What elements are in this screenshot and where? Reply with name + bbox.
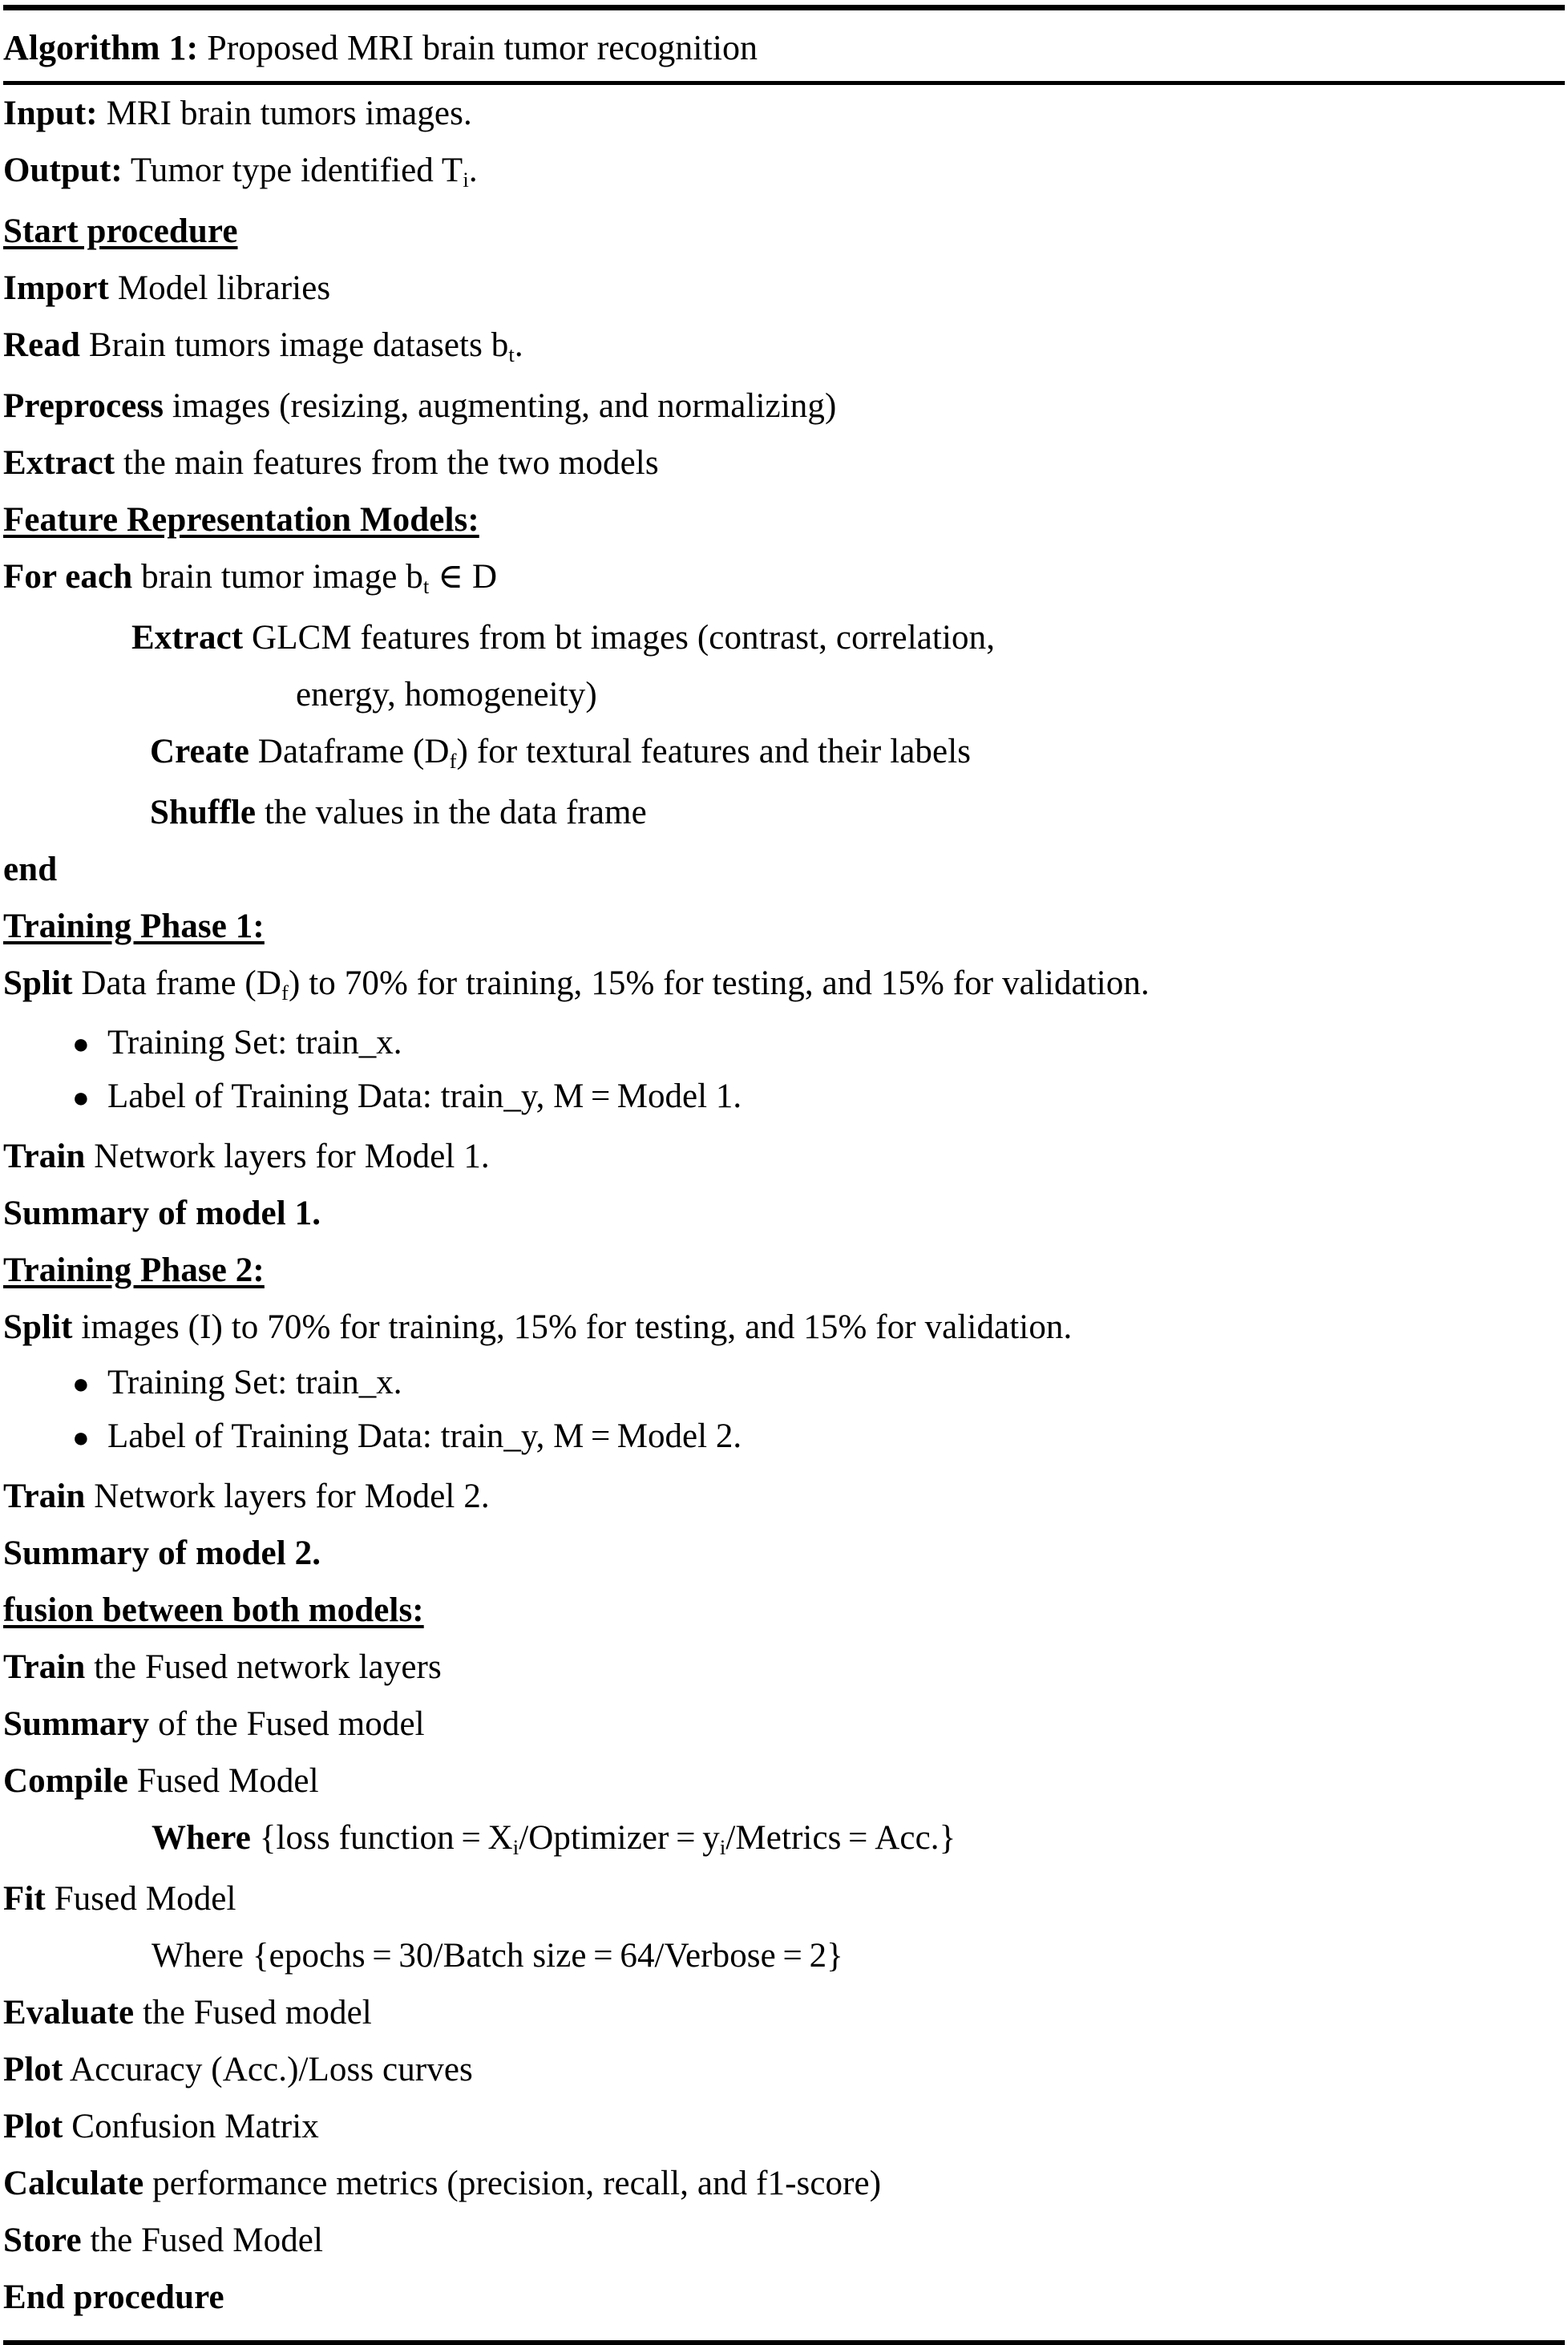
create-dataframe-text-after: ) for textural features and their labels	[456, 733, 972, 770]
store-text: the Fused Model	[81, 2222, 324, 2259]
extract-main-line	[3, 435, 1565, 491]
start-procedure-line	[3, 203, 1565, 260]
algorithm-title-label: Algorithm 1:	[3, 28, 199, 67]
input-line	[3, 85, 1565, 142]
for-each-keyword: For each	[3, 558, 133, 596]
bullet-icon: ●	[72, 1082, 90, 1114]
feature-representation-header: Feature Representation Models:	[3, 501, 479, 539]
read-text-before: Brain tumors image datasets b	[79, 326, 509, 364]
bullet-icon: ●	[72, 1368, 90, 1400]
feature-representation-line	[3, 491, 1565, 548]
list-item	[3, 1069, 1565, 1123]
create-dataframe-subscript: f	[449, 749, 457, 774]
extract-glcm-line	[3, 609, 1565, 666]
where-compile-sub1: i	[512, 1835, 519, 1860]
fit-fused-keyword: Fit	[3, 1880, 46, 1918]
create-dataframe-text-before: Dataframe (D	[249, 733, 450, 770]
plot-curves-keyword: Plot	[3, 2051, 63, 2088]
compile-fused-text: Fused Model	[127, 1762, 319, 1800]
plot-cm-text: Confusion Matrix	[63, 2108, 319, 2145]
algorithm-block	[0, 5, 1568, 2345]
where-compile-sub2: i	[719, 1835, 726, 1860]
train-fused-keyword: Train	[3, 1648, 86, 1686]
fusion-header-line	[3, 1582, 1565, 1639]
shuffle-text: the values in the data frame	[256, 794, 647, 831]
read-text-after: .	[514, 326, 523, 364]
training-phase-2-header: Training Phase 2:	[3, 1251, 265, 1289]
where-compile-word: Where	[152, 1819, 251, 1857]
train-1-keyword: Train	[3, 1138, 86, 1175]
plot-curves-line	[3, 2041, 1565, 2098]
train-fused-text: the Fused network layers	[85, 1648, 442, 1686]
where-fit-line: Where {epochs = 30/Batch size = 64/Verbose = 2}	[152, 1937, 843, 1975]
bullet-icon: ●	[72, 1028, 90, 1060]
for-each-text-before: brain tumor image b	[132, 558, 423, 596]
summary-1-text: Summary of model 1.	[3, 1195, 321, 1232]
compile-fused-line	[3, 1753, 1565, 1809]
where-compile-p2: /Optimizer = y	[519, 1819, 720, 1857]
summary-fused-line	[3, 1696, 1565, 1753]
algorithm-title-text: Proposed MRI brain tumor recognition	[198, 28, 758, 67]
for-each-line	[3, 548, 1565, 609]
import-text: Model libraries	[108, 269, 331, 307]
read-keyword: Read	[3, 326, 80, 364]
output-line	[3, 142, 1565, 203]
bullet-icon: ●	[72, 1421, 90, 1453]
split-2-text: images (I) to 70% for training, 15% for testing, and 15% for validation.	[72, 1308, 1073, 1346]
glcm-continuation-line: energy, homogeneity)	[296, 676, 597, 714]
algorithm-title	[3, 10, 1565, 79]
store-model-line	[3, 2212, 1565, 2269]
plot-curves-text: Accuracy (Acc.)/Loss curves	[63, 2051, 473, 2088]
extract-glcm-keyword: Extract	[131, 619, 244, 657]
calculate-metrics-line	[3, 2155, 1565, 2212]
end-loop-line	[3, 841, 1565, 898]
bullet-2-1-text: Label of Training Data: train_y, M = Model 2.	[107, 1417, 742, 1455]
bullet-1-0-text: Training Set: train_x.	[107, 1024, 402, 1061]
extract-main-keyword: Extract	[3, 444, 115, 482]
create-dataframe-line	[3, 723, 1565, 784]
preprocess-keyword: Preprocess	[3, 387, 164, 425]
compile-fused-keyword: Compile	[3, 1762, 128, 1800]
training-phase-2-line	[3, 1242, 1565, 1299]
train-fused-line	[3, 1639, 1565, 1696]
preprocess-line	[3, 378, 1565, 435]
output-text-before: Tumor type identified T	[122, 152, 463, 189]
bullet-2-0-text: Training Set: train_x.	[107, 1364, 402, 1401]
read-line	[3, 317, 1565, 378]
bullet-1-1-text: Label of Training Data: train_y, M = Model 1.	[107, 1077, 742, 1115]
summary-fused-keyword: Summary	[3, 1705, 150, 1743]
train-1-text: Network layers for Model 1.	[85, 1138, 490, 1175]
calculate-text: performance metrics (precision, recall, and f1-score)	[143, 2165, 882, 2202]
evaluate-text: the Fused model	[134, 1994, 372, 2032]
input-keyword: Input:	[3, 95, 98, 132]
for-each-subscript: t	[422, 574, 430, 599]
end-loop-keyword: end	[3, 851, 58, 888]
plot-confusion-matrix-line	[3, 2098, 1565, 2155]
split-1-text-after: ) to 70% for training, 15% for testing, and 15% for validation.	[288, 964, 1150, 1002]
create-dataframe-keyword: Create	[150, 733, 249, 770]
fusion-header: fusion between both models:	[3, 1591, 424, 1629]
evaluate-line	[3, 1984, 1565, 2041]
summary-2-line	[3, 1525, 1565, 1582]
import-line	[3, 260, 1565, 317]
where-compile-p3: /Metrics = Acc.}	[725, 1819, 956, 1857]
calculate-keyword: Calculate	[3, 2165, 144, 2202]
list-item	[3, 1409, 1565, 1463]
evaluate-keyword: Evaluate	[3, 1994, 135, 2032]
store-keyword: Store	[3, 2222, 82, 2259]
train-2-text: Network layers for Model 2.	[85, 1478, 490, 1515]
shuffle-line	[3, 784, 1565, 841]
fit-fused-text: Fused Model	[45, 1880, 236, 1918]
extract-glcm-text: GLCM features from bt images (contrast, correlation,	[243, 619, 996, 657]
list-item	[3, 1016, 1565, 1069]
where-compile-line	[3, 1809, 1565, 1870]
training-phase-1-line	[3, 898, 1565, 955]
top-rule	[3, 5, 1565, 10]
train-2-line	[3, 1468, 1565, 1525]
fit-fused-line	[3, 1870, 1565, 1927]
end-procedure-line	[3, 2269, 1565, 2326]
where-compile-p1: {loss function = X	[250, 1819, 513, 1857]
split-1-line	[3, 955, 1565, 1016]
plot-cm-keyword: Plot	[3, 2108, 63, 2145]
input-text: MRI brain tumors images.	[97, 95, 472, 132]
split-1-keyword: Split	[3, 964, 73, 1002]
output-text-after: .	[468, 152, 478, 189]
list-item	[3, 1356, 1565, 1409]
train-1-line	[3, 1128, 1565, 1185]
bottom-rule	[3, 2340, 1565, 2345]
summary-2-text: Summary of model 2.	[3, 1534, 321, 1572]
split-2-keyword: Split	[3, 1308, 73, 1346]
output-subscript: i	[463, 168, 469, 192]
start-procedure-header: Start procedure	[3, 212, 238, 250]
extract-main-text: the main features from the two models	[115, 444, 659, 482]
shuffle-keyword: Shuffle	[150, 794, 257, 831]
training-phase-1-header: Training Phase 1:	[3, 908, 265, 945]
preprocess-text: images (resizing, augmenting, and normalizing)	[164, 387, 837, 425]
split-2-line	[3, 1299, 1565, 1356]
train-2-keyword: Train	[3, 1478, 86, 1515]
output-keyword: Output:	[3, 152, 123, 189]
end-procedure-text: End procedure	[3, 2278, 224, 2316]
read-subscript: t	[508, 342, 515, 367]
for-each-text-after: ∈ D	[429, 558, 498, 596]
import-keyword: Import	[3, 269, 109, 307]
summary-1-line	[3, 1185, 1565, 1242]
split-1-subscript: f	[281, 980, 289, 1005]
split-1-text-before: Data frame (D	[72, 964, 281, 1002]
summary-fused-text: of the Fused model	[149, 1705, 425, 1743]
